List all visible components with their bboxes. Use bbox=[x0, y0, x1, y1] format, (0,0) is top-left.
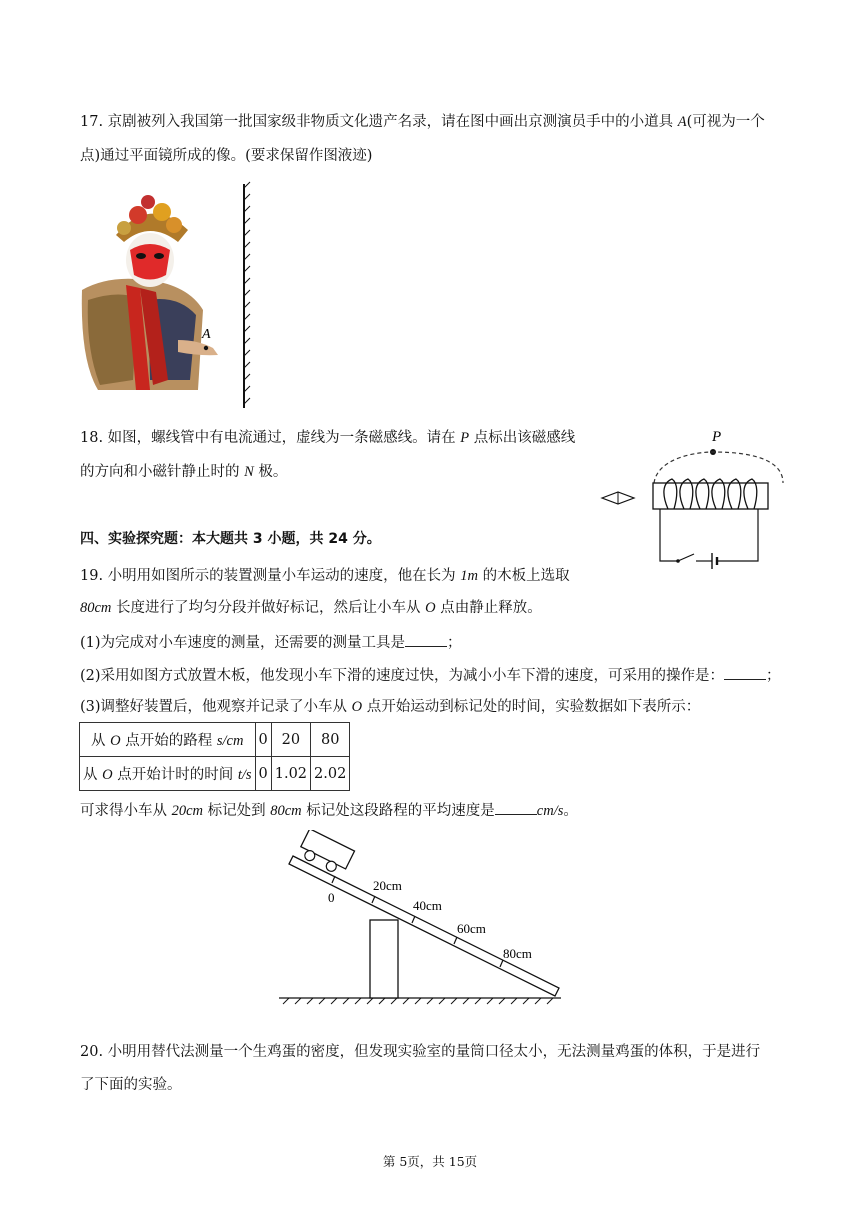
mark-label-0: 0 bbox=[328, 890, 335, 905]
mark-label-20: 20cm bbox=[373, 878, 402, 893]
data-table bbox=[79, 722, 350, 791]
q18-point-label: P bbox=[712, 429, 722, 445]
q19-part4: 可求得小车从 20cm 标记处到 80cm 标记处这段路程的平均速度是 cm/s。 bbox=[80, 800, 578, 821]
q19-line1: 19. 小明用如图所示的装置测量小车运动的速度，他在长为 1m 的木板上选取 bbox=[80, 568, 570, 584]
q18-solenoid-figure bbox=[598, 425, 798, 575]
table-cell: 20 bbox=[271, 723, 310, 757]
section-heading: 四、实验探究题：本大题共 3 小题，共 24 分。 bbox=[80, 531, 381, 547]
q17-line1: 17. 京剧被列入我国第一批国家级非物质文化遗产名录，请在图中画出京测演员手中的小道具 A(可视为一个 bbox=[80, 114, 765, 130]
answer-blank-2[interactable] bbox=[724, 665, 766, 680]
page-footer: 第 5页，共 15页 bbox=[382, 1154, 478, 1169]
table-row-label: 从 O 点开始的路程 s/cm bbox=[80, 723, 256, 757]
q20-line1: 20. 小明用替代法测量一个生鸡蛋的密度，但发现实验室的量筒口径太小，无法测量鸡蛋的体积，于是进行 bbox=[80, 1044, 761, 1060]
q19-incline-figure bbox=[275, 830, 565, 1010]
q18-line1: 18. 如图，螺线管中有电流通过，虚线为一条磁感线。请在 P 点标出该磁感线 bbox=[80, 430, 576, 446]
q18-line2: 的方向和小磁针静止时的 N 极。 bbox=[80, 464, 288, 480]
q19-part1: (1)为完成对小车速度的测量，还需要的测量工具是 ； bbox=[80, 632, 462, 653]
table-cell: 0 bbox=[255, 757, 271, 791]
answer-blank-1[interactable] bbox=[405, 632, 447, 647]
q17-point-label: A bbox=[202, 327, 211, 342]
answer-blank-3[interactable] bbox=[495, 800, 537, 815]
table-row-label: 从 O 点开始计时的时间 t/s bbox=[80, 757, 256, 791]
q17-line2: 点)通过平面镜所成的像。(要求保留作图液迹) bbox=[80, 148, 373, 164]
table-cell: 80 bbox=[311, 723, 350, 757]
table-cell: 1.02 bbox=[271, 757, 310, 791]
mark-label-60: 60cm bbox=[457, 921, 486, 936]
table-row bbox=[80, 723, 350, 757]
q17-figure bbox=[78, 180, 258, 412]
table-row bbox=[80, 757, 350, 791]
q19-part2: (2)采用如图方式放置木板，他发现小车下滑的速度过快，为减小小车下滑的速度，可采用的操作是： ； bbox=[80, 665, 781, 686]
q19-part3: (3)调整好装置后，他观察并记录了小车从 O 点开始运动到标记处的时间，实验数据如下表所示： bbox=[80, 699, 701, 715]
mark-label-40: 40cm bbox=[413, 898, 442, 913]
q19-line2: 80cm 长度进行了均匀分段并做好标记，然后让小车从 O 点由静止释放。 bbox=[80, 600, 542, 616]
table-cell: 0 bbox=[255, 723, 271, 757]
mark-label-80: 80cm bbox=[503, 946, 532, 961]
q20-line2: 了下面的实验。 bbox=[80, 1077, 182, 1093]
table-cell: 2.02 bbox=[311, 757, 350, 791]
